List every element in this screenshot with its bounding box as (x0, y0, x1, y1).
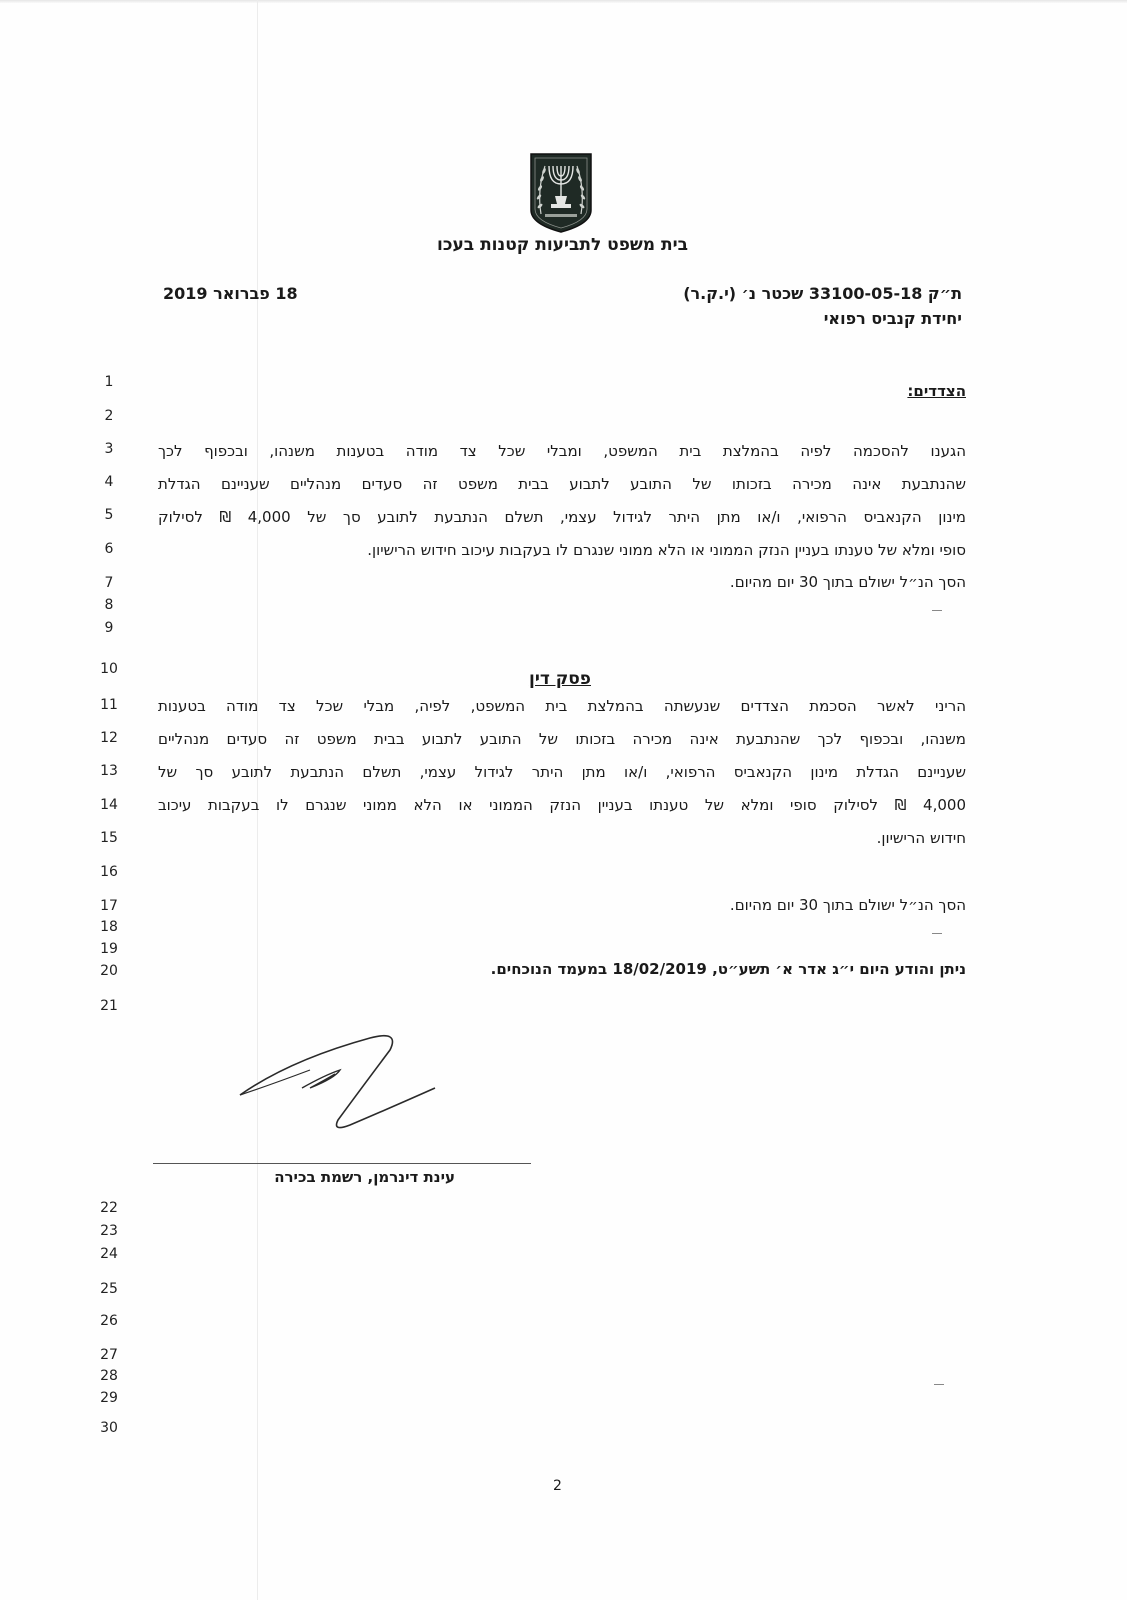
document-date: 18 פברואר 2019 (163, 284, 298, 303)
line-number: 10 (100, 661, 118, 677)
line-number: 3 (104, 441, 114, 457)
paragraph-line: משנהו, ובכפוף לכך שהנתבעת אינה מכירה בזכותו של התובע לתבוע בבית משפט זה סעדים מנהליים (158, 730, 966, 748)
paragraph-line: מינון הקנאביס הרפואי, ו/או מתן היתר לגידול עצמי, תשלם הנתבעת לתובע סך של 4,000 ₪ לסילוק (158, 508, 966, 526)
paragraph-line: שעניינם הגדלת מינון הקנאביס הרפואי, ו/או מתן היתר לגידול עצמי, תשלם הנתבעת לתובע סך של (158, 763, 966, 781)
dash-mark (932, 933, 942, 934)
line-number: 13 (100, 763, 118, 779)
paragraph-line: הריני לאשר הסכמת הצדדים שנעשתה בהמלצת בית המשפט, לפיה, מבלי שכל צד מודה בטענות (158, 697, 966, 715)
line-number: 27 (100, 1347, 118, 1363)
line-number: 21 (100, 998, 118, 1014)
line-number: 28 (100, 1368, 118, 1384)
paragraph-line: שהנתבעת אינה מכירה בזכותו של התובע לתבוע בבית משפט זה סעדים מנהליים שעניינם הגדלת (158, 475, 966, 493)
dash-mark (932, 610, 942, 611)
line-number: 2 (104, 408, 114, 424)
case-unit: יחידת קנביס רפואי (823, 309, 962, 328)
line-number: 5 (104, 507, 114, 523)
given-statement: ניתן והודע היום י״ג אדר א׳ תשע״ט, 18/02/2019 במעמד הנוכחים. (490, 960, 966, 978)
state-emblem-icon (527, 152, 595, 234)
line-number: 4 (104, 474, 114, 490)
parties-agreement-paragraph (158, 435, 966, 567)
line-number: 19 (100, 941, 118, 957)
line-number: 18 (100, 919, 118, 935)
signer-name: עינת דינרמן, רשמת בכירה (274, 1168, 455, 1186)
parties-payment-note: הסך הנ״ל ישולם בתוך 30 יום מהיום. (729, 573, 966, 591)
line-number: 30 (100, 1420, 118, 1436)
paragraph-line: חידוש הרישיון. (876, 829, 966, 847)
paragraph-line: 4,000 ₪ לסילוק סופי ומלא של טענתו בעניין הנזק הממוני או הלא ממוני שנגרם לו בעקבות עיכוב (158, 796, 966, 814)
line-number: 15 (100, 830, 118, 846)
line-number: 1 (104, 374, 114, 390)
line-number: 6 (104, 541, 114, 557)
signature-line (153, 1163, 531, 1164)
case-number: ת״ק 33100-05-18 שכטר נ׳ (י.ק.ר) (683, 284, 962, 303)
ruling-paragraph (158, 690, 966, 855)
line-number: 17 (100, 898, 118, 914)
line-number: 8 (104, 597, 114, 613)
line-number: 24 (100, 1246, 118, 1262)
page-number: 2 (553, 1478, 562, 1494)
line-number: 22 (100, 1200, 118, 1216)
line-number: 12 (100, 730, 118, 746)
line-number: 7 (104, 575, 114, 591)
line-number: 25 (100, 1281, 118, 1297)
ruling-heading: פסק דין (528, 669, 591, 689)
line-number: 9 (104, 620, 114, 636)
line-number: 11 (100, 697, 118, 713)
paragraph-line: סופי ומלא של טענתו בעניין הנזק הממוני או הלא ממוני שנגרם לו בעקבות עיכוב חידוש הרישיון. (367, 541, 966, 559)
line-number: 20 (100, 963, 118, 979)
dash-mark (934, 1384, 944, 1385)
page-top-edge (0, 0, 1127, 3)
line-number: 23 (100, 1223, 118, 1239)
court-name: בית משפט לתביעות קטנות בעכו (437, 235, 688, 255)
paragraph-line: הגענו להסכמה לפיה בהמלצת בית המשפט, ומבלי שכל צד מודה בטענות משנהו, ובכפוף לכך (158, 442, 966, 460)
line-number: 14 (100, 797, 118, 813)
line-number: 26 (100, 1313, 118, 1329)
line-number: 16 (100, 864, 118, 880)
line-number: 29 (100, 1390, 118, 1406)
parties-heading: הצדדים: (907, 382, 966, 400)
ruling-payment-note: הסך הנ״ל ישולם בתוך 30 יום מהיום. (729, 896, 966, 914)
handwritten-signature (230, 1030, 450, 1140)
